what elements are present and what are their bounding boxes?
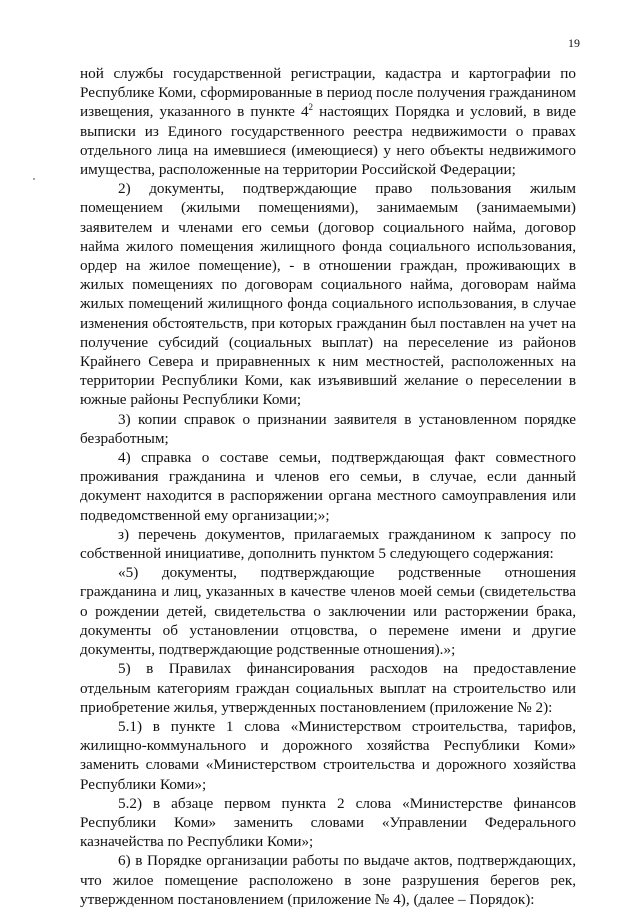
paragraph-item-2: 2) документы, подтверждающие право пользования жилым помещением (жилыми помещениями), занимаемым (занимаемыми) заявителем и членами его семьи (договор социального найма, договор найма жилого помещения жилищного фонда социального использования, ордер на жилое помещение), - в отношении граждан, проживающих в жилых помещениях по договорам социального найма, договорам найма жилых помещений жилищного фонда социального использования, в случае изменения обстоятельств, при которых гражданин был поставлен на учет на получение субсидий (социальных выплат) на переселение из районов Крайнего Севера и приравненных к ним местностей, расположенных на территории Республики Коми, как изъявивший желание о переселении в южные районы Республики Коми; [80, 180, 576, 409]
paragraph-item-5-2: 5.2) в абзаце первом пункта 2 слова «Министерстве финансов Республики Коми» заменить словами «Управлении Федерального казначейства по Республики Коми»; [80, 794, 576, 851]
paragraph-text: ной службы государственной регистрации, кадастра и картографии по Республике Коми, сформированные в период после получения гражданином извещения, указанного в пункте 4 [80, 65, 576, 121]
paragraph-item-5: 5) в Правилах финансирования расходов на предоставление отдельным категориям граждан социальных выплат на строительство или приобретение жилья, утвержденных постановлением (приложение № 2): [80, 660, 576, 716]
margin-mark [33, 178, 35, 180]
paragraph-item-z: з) перечень документов, прилагаемых гражданином к запросу по собственной инициативе, дополнить пунктом 5 следующего содержания: [80, 525, 576, 563]
paragraph-item-3: 3) копии справок о признании заявителя в установленном порядке безработным; [80, 410, 576, 447]
paragraph-text-tail: настоящих Порядка и условий, в виде выписки из Единого государственного реестра недвижимости о правах отдельного лица на имевшиеся (имеющиеся) у него объекты недвижимого имущества, расположенные на территории Российской Федерации; [80, 103, 576, 179]
paragraph-item-5-1: 5.1) в пункте 1 слова «Министерством строительства, тарифов, жилищно-коммунального и дорожного хозяйства Республики Коми» заменить словами «Министерством строительства и дорожного хозяйства Республики Коми»; [80, 717, 576, 793]
page-number: 19 [568, 36, 580, 50]
paragraph-item-4: 4) справка о составе семьи, подтверждающая факт совместного проживания гражданина и членов его семьи, в случае, если данный документ находится в распоряжении органа местного самоуправления или подведомственной ему организации;»; [80, 449, 576, 524]
paragraph-continuation [80, 64, 576, 179]
document-body [80, 64, 576, 909]
paragraph-item-6: 6) в Порядке организации работы по выдаче актов, подтверждающих, что жилое помещение расположено в зоне разрушения берегов рек, утвержденном постановлением (приложение № 4), (далее – Порядок): [80, 852, 576, 908]
paragraph-item-5-quote: «5) документы, подтверждающие родственные отношения гражданина и лиц, указанных в качестве членов моей семьи (свидетельства о рождении детей, свидетельства о заключении или расторжении брака, документы об установлении отцовства, о перемене имени и другие документы, подтверждающие родственные отношения).»; [80, 564, 576, 659]
paragraph-superscript: 2 [308, 102, 314, 113]
